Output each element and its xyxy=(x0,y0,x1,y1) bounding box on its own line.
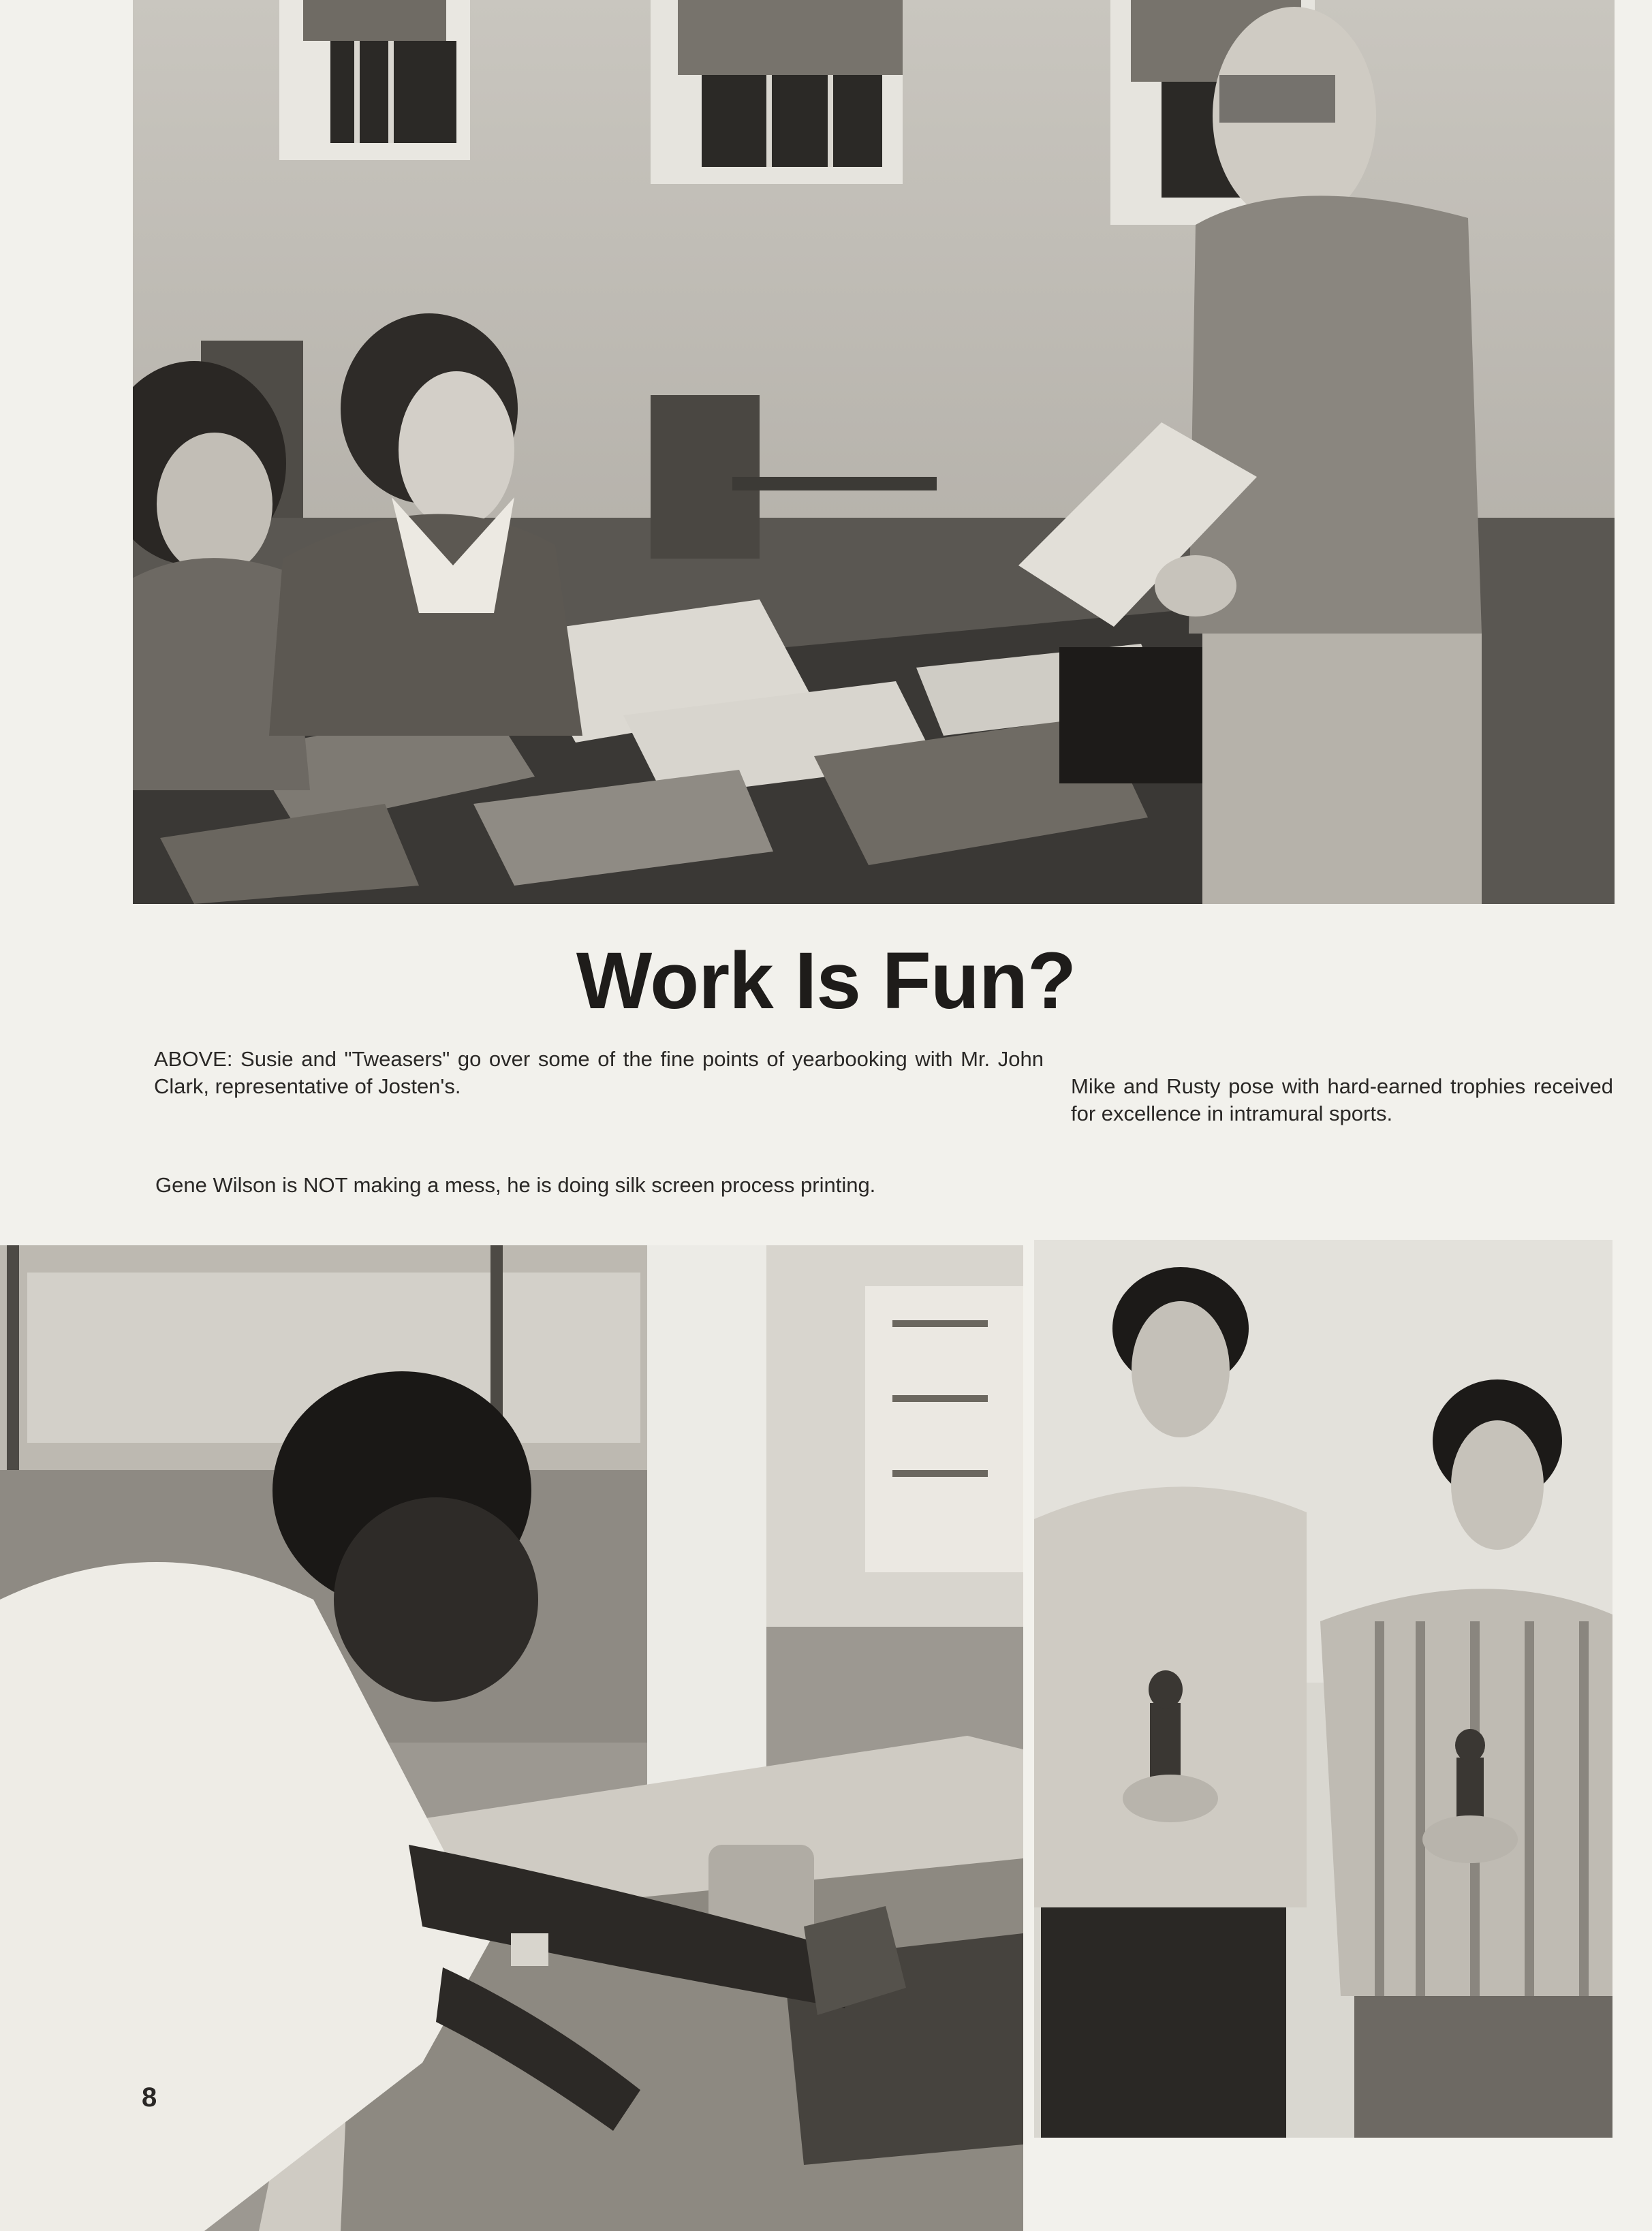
caption-silk-screen: Gene Wilson is NOT making a mess, he is doing silk screen process printing. xyxy=(155,1173,876,1197)
caption-yearbook-review: ABOVE: Susie and "Tweasers" go over some of the fine points of yearbooking with Mr. John Clark, representative of Josten's. xyxy=(154,1047,1044,1098)
yearbook-review-photo xyxy=(133,0,1615,904)
yearbook-review-illustration xyxy=(133,0,1615,904)
trophy-pose-photo xyxy=(1034,1240,1612,2138)
caption-trophies: Mike and Rusty pose with hard-earned trophies received for excellence in intramural sports. xyxy=(1071,1074,1613,1125)
page-headline: Work Is Fun? xyxy=(576,936,1076,1026)
page-number: 8 xyxy=(142,2082,157,2112)
trophy-pose-illustration xyxy=(1034,1240,1612,2138)
